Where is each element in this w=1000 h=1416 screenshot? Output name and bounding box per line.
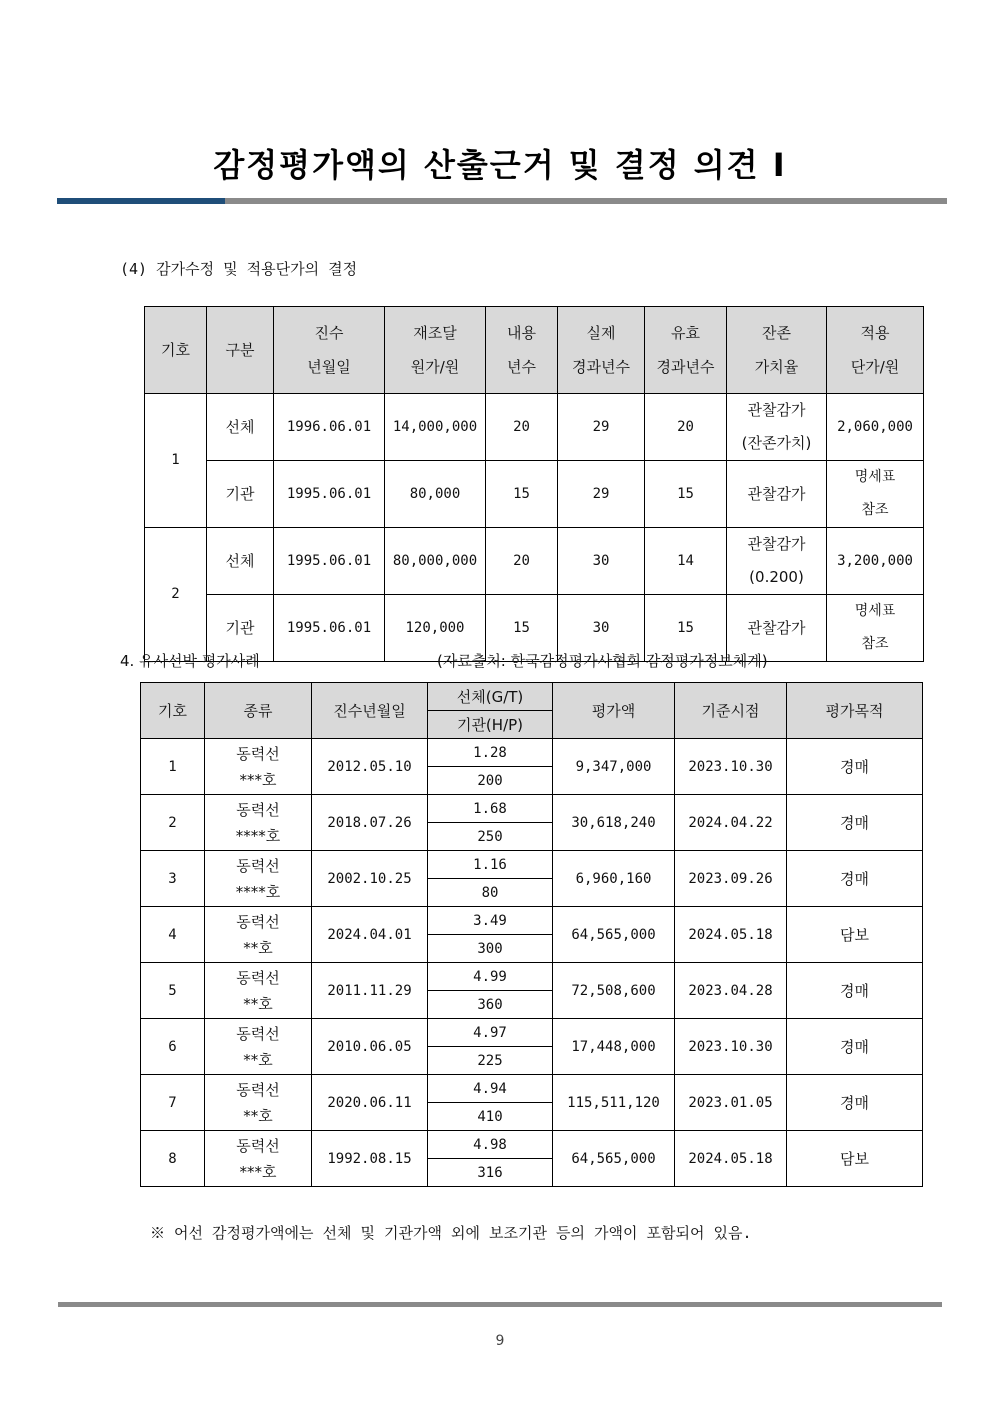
cell-launch-date: 1995.06.01	[274, 528, 385, 595]
cell-effective-age: 15	[645, 461, 727, 528]
header-label: 가치율	[754, 358, 799, 376]
cell-hull-gt: 3.49	[428, 907, 553, 935]
cell-built-date: 2024.04.01	[312, 907, 428, 963]
cell-kind	[205, 1019, 312, 1075]
cell-built-date: 2018.07.26	[312, 795, 428, 851]
price-text: 2,060,000	[837, 418, 913, 435]
cell-engine-hp: 300	[428, 935, 553, 963]
vessel-kind: 동력선	[236, 1080, 280, 1099]
cell-base-date: 2023.10.30	[675, 1019, 787, 1075]
page-title: 감정평가액의 산출근거 및 결정 의견 I	[213, 146, 787, 184]
header-label: 기호	[161, 341, 190, 359]
cell-hull-gt: 4.99	[428, 963, 553, 991]
cell-purpose: 경매	[787, 795, 923, 851]
cell-base-date: 2024.05.18	[675, 907, 787, 963]
header-no	[145, 307, 207, 394]
cell-hull-gt: 4.94	[428, 1075, 553, 1103]
cell-unit-price	[827, 595, 924, 662]
cell-no: 3	[141, 851, 205, 907]
cell-base-date: 2023.10.30	[675, 739, 787, 795]
header-label: 년수	[507, 358, 536, 376]
cell-purpose: 경매	[787, 1075, 923, 1131]
footnote: ※ 어선 감정평가액에는 선체 및 기관가액 외에 보조기관 등의 가액이 포함되어 있음.	[150, 1224, 752, 1242]
header-base-date: 기준시점	[675, 683, 787, 739]
table-row	[141, 1019, 923, 1047]
cell-built-date: 2012.05.10	[312, 739, 428, 795]
cell-kind	[205, 851, 312, 907]
cell-unit-price	[827, 461, 924, 528]
header-kind: 종류	[205, 683, 312, 739]
vessel-name: ***호	[239, 770, 277, 789]
cell-built-date: 2011.11.29	[312, 963, 428, 1019]
cell-value: 64,565,000	[553, 1131, 675, 1187]
residual-text: 관찰감가	[747, 535, 806, 553]
section-a-heading: (4) 감가수정 및 적용단가의 결정	[120, 260, 358, 278]
price-text: 3,200,000	[837, 552, 913, 569]
cell-replacement-cost: 120,000	[385, 595, 486, 662]
table-row	[141, 851, 923, 879]
vessel-name: **호	[243, 994, 273, 1013]
cell-kind	[205, 963, 312, 1019]
header-effective-age	[645, 307, 727, 394]
cell-kind	[205, 907, 312, 963]
cell-value: 6,960,160	[553, 851, 675, 907]
header-purpose: 평가목적	[787, 683, 923, 739]
header-launch-date	[274, 307, 385, 394]
cell-kind	[205, 739, 312, 795]
cell-useful-life: 20	[486, 394, 558, 461]
header-label: 단가/원	[850, 358, 900, 376]
cell-no: 2	[145, 528, 207, 662]
vessel-kind: 동력선	[236, 1024, 280, 1043]
residual-text: 관찰감가	[747, 618, 806, 637]
cell-purpose: 경매	[787, 1019, 923, 1075]
cell-effective-age: 15	[645, 595, 727, 662]
cell-built-date: 2010.06.05	[312, 1019, 428, 1075]
residual-text: 관찰감가	[747, 401, 806, 419]
cell-purpose: 담보	[787, 907, 923, 963]
cell-launch-date: 1996.06.01	[274, 394, 385, 461]
cell-purpose: 담보	[787, 1131, 923, 1187]
header-label: 재조달	[413, 324, 457, 342]
table-row	[141, 907, 923, 935]
price-text: 명세표	[854, 469, 896, 485]
cell-type: 기관	[207, 595, 274, 662]
cell-hull-gt: 4.98	[428, 1131, 553, 1159]
vessel-name: ***호	[239, 1162, 277, 1181]
header-label: 내용	[507, 324, 536, 342]
title-rule-gray	[225, 198, 947, 204]
cell-replacement-cost: 14,000,000	[385, 394, 486, 461]
price-text: 참조	[861, 636, 889, 652]
cell-unit-price	[827, 394, 924, 461]
vessel-name: **호	[243, 1106, 273, 1125]
cell-unit-price	[827, 528, 924, 595]
table-row	[145, 528, 924, 595]
cell-engine-hp: 225	[428, 1047, 553, 1075]
header-useful-life	[486, 307, 558, 394]
cell-purpose: 경매	[787, 739, 923, 795]
cell-no: 5	[141, 963, 205, 1019]
source-note: (자료출처: 한국감정평가사협회 감정평가정보체계)	[437, 652, 768, 670]
header-actual-age	[558, 307, 645, 394]
cell-base-date: 2023.04.28	[675, 963, 787, 1019]
cell-residual-rate	[727, 394, 827, 461]
cell-hull-gt: 1.68	[428, 795, 553, 823]
vessel-kind: 동력선	[236, 800, 280, 819]
header-residual-rate	[727, 307, 827, 394]
section-b-heading: 4. 유사선박 평가사례	[120, 652, 260, 670]
residual-text: (잔존가치)	[741, 434, 812, 452]
cell-replacement-cost: 80,000,000	[385, 528, 486, 595]
cell-engine-hp: 360	[428, 991, 553, 1019]
footer-rule	[58, 1302, 942, 1307]
header-type	[207, 307, 274, 394]
cell-no: 8	[141, 1131, 205, 1187]
cell-actual-age: 30	[558, 595, 645, 662]
vessel-kind: 동력선	[236, 1136, 280, 1155]
table-row	[141, 1075, 923, 1103]
cell-no: 1	[145, 394, 207, 528]
cell-type: 선체	[207, 394, 274, 461]
cell-effective-age: 14	[645, 528, 727, 595]
table-header-row	[145, 307, 924, 394]
cell-replacement-cost: 80,000	[385, 461, 486, 528]
table-row	[145, 461, 924, 528]
price-text: 명세표	[854, 603, 896, 619]
cell-engine-hp: 316	[428, 1159, 553, 1187]
residual-text: (0.200)	[749, 568, 804, 586]
cell-purpose: 경매	[787, 851, 923, 907]
table-row	[141, 795, 923, 823]
header-label: 구분	[225, 341, 255, 359]
cell-value: 17,448,000	[553, 1019, 675, 1075]
cell-effective-age: 20	[645, 394, 727, 461]
cell-actual-age: 29	[558, 394, 645, 461]
header-label: 경과년수	[572, 358, 630, 376]
cell-useful-life: 15	[486, 461, 558, 528]
vessel-kind: 동력선	[236, 744, 280, 763]
cell-useful-life: 20	[486, 528, 558, 595]
cell-engine-hp: 80	[428, 879, 553, 907]
table-header-row	[141, 683, 923, 711]
cell-base-date: 2023.01.05	[675, 1075, 787, 1131]
cell-actual-age: 30	[558, 528, 645, 595]
header-label: 진수	[314, 324, 344, 342]
cell-hull-gt: 1.16	[428, 851, 553, 879]
cell-hull-gt: 1.28	[428, 739, 553, 767]
cell-no: 6	[141, 1019, 205, 1075]
cell-kind	[205, 1131, 312, 1187]
comparable-cases-table	[140, 682, 923, 1187]
cell-value: 30,618,240	[553, 795, 675, 851]
cell-no: 2	[141, 795, 205, 851]
residual-text: 관찰감가	[747, 484, 806, 503]
header-engine-hp: 기관(H/P)	[428, 711, 553, 739]
cell-residual-rate	[727, 461, 827, 528]
vessel-kind: 동력선	[236, 856, 280, 875]
header-label: 적용	[860, 324, 890, 342]
cell-base-date: 2023.09.26	[675, 851, 787, 907]
cell-purpose: 경매	[787, 963, 923, 1019]
vessel-name: **호	[243, 1050, 273, 1069]
vessel-kind: 동력선	[236, 912, 280, 931]
price-text: 참조	[861, 502, 889, 518]
header-label: 유효	[671, 324, 700, 342]
cell-engine-hp: 410	[428, 1103, 553, 1131]
cell-built-date: 2020.06.11	[312, 1075, 428, 1131]
table-row	[141, 1131, 923, 1159]
depreciation-table	[144, 306, 924, 662]
cell-no: 1	[141, 739, 205, 795]
header-label: 잔존	[762, 324, 791, 342]
cell-actual-age: 29	[558, 461, 645, 528]
cell-engine-hp: 250	[428, 823, 553, 851]
cell-no: 4	[141, 907, 205, 963]
table-row	[141, 963, 923, 991]
cell-type: 선체	[207, 528, 274, 595]
cell-engine-hp: 200	[428, 767, 553, 795]
cell-base-date: 2024.04.22	[675, 795, 787, 851]
table-row	[141, 739, 923, 767]
cell-launch-date: 1995.06.01	[274, 595, 385, 662]
cell-useful-life: 15	[486, 595, 558, 662]
vessel-name: ****호	[235, 826, 281, 845]
cell-residual-rate	[727, 528, 827, 595]
vessel-name: **호	[243, 938, 273, 957]
cell-base-date: 2024.05.18	[675, 1131, 787, 1187]
header-unit-price	[827, 307, 924, 394]
header-built-date: 진수년월일	[312, 683, 428, 739]
title-rule-accent	[57, 198, 225, 204]
cell-hull-gt: 4.97	[428, 1019, 553, 1047]
header-label: 원가/원	[410, 358, 460, 376]
cell-type: 기관	[207, 461, 274, 528]
page-number: 9	[495, 1333, 505, 1349]
cell-kind	[205, 1075, 312, 1131]
header-no: 기호	[141, 683, 205, 739]
header-label: 년월일	[307, 358, 351, 376]
cell-built-date: 2002.10.25	[312, 851, 428, 907]
table-row	[145, 394, 924, 461]
cell-no: 7	[141, 1075, 205, 1131]
vessel-kind: 동력선	[236, 968, 280, 987]
header-label: 실제	[586, 324, 616, 342]
cell-value: 72,508,600	[553, 963, 675, 1019]
cell-value: 9,347,000	[553, 739, 675, 795]
cell-kind	[205, 795, 312, 851]
cell-value: 64,565,000	[553, 907, 675, 963]
header-hull-gt: 선체(G/T)	[428, 683, 553, 711]
cell-launch-date: 1995.06.01	[274, 461, 385, 528]
header-value: 평가액	[553, 683, 675, 739]
header-label: 경과년수	[656, 358, 715, 376]
header-replacement-cost	[385, 307, 486, 394]
cell-built-date: 1992.08.15	[312, 1131, 428, 1187]
vessel-name: ****호	[235, 882, 281, 901]
cell-value: 115,511,120	[553, 1075, 675, 1131]
